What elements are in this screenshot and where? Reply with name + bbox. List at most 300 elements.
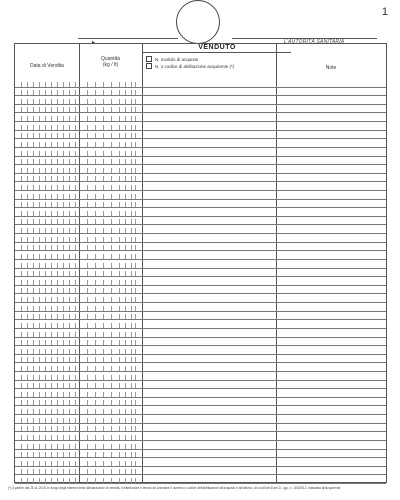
cell-tick xyxy=(63,211,64,216)
cell-tick xyxy=(63,426,64,431)
cell-tick xyxy=(69,306,70,311)
checkbox-icon[interactable] xyxy=(146,63,152,69)
cell-tick xyxy=(111,237,112,242)
cell-tick xyxy=(135,125,136,130)
cell-tick xyxy=(63,332,64,337)
cell-tick xyxy=(111,478,112,483)
cell-tick xyxy=(87,392,88,397)
cell-tick xyxy=(45,340,46,345)
table-row[interactable] xyxy=(15,431,386,432)
cell-tick xyxy=(95,288,96,293)
cell-tick xyxy=(27,426,28,431)
cell-tick xyxy=(95,357,96,362)
table-row[interactable] xyxy=(15,164,386,165)
cell-tick xyxy=(95,194,96,199)
table-row[interactable] xyxy=(15,362,386,363)
cell-tick xyxy=(95,478,96,483)
cell-tick xyxy=(125,288,126,293)
date-column-header: Data di Vendita xyxy=(30,63,64,69)
cell-tick xyxy=(45,469,46,474)
cell-tick xyxy=(87,461,88,466)
cell-tick xyxy=(135,151,136,156)
cell-tick xyxy=(39,245,40,250)
option-acquisto xyxy=(146,56,198,62)
cell-tick xyxy=(69,263,70,268)
cell-tick xyxy=(75,297,76,302)
cell-tick xyxy=(33,151,34,156)
table-row[interactable] xyxy=(15,138,386,139)
cell-tick xyxy=(63,418,64,423)
table-row[interactable] xyxy=(15,268,386,269)
cell-tick xyxy=(57,125,58,130)
cell-tick xyxy=(45,444,46,449)
cell-tick xyxy=(69,288,70,293)
cell-tick xyxy=(33,211,34,216)
cell-tick xyxy=(75,444,76,449)
cell-tick xyxy=(69,452,70,457)
cell-tick xyxy=(135,280,136,285)
table-row[interactable] xyxy=(15,285,386,286)
cell-tick xyxy=(119,288,120,293)
cell-tick xyxy=(63,254,64,259)
cell-tick xyxy=(33,435,34,440)
cell-tick xyxy=(103,297,104,302)
cell-tick xyxy=(75,82,76,87)
cell-tick xyxy=(63,314,64,319)
cell-tick xyxy=(69,280,70,285)
cell-tick xyxy=(119,297,120,302)
cell-tick xyxy=(95,392,96,397)
cell-tick xyxy=(63,116,64,121)
cell-tick xyxy=(69,202,70,207)
cell-tick xyxy=(119,168,120,173)
cell-tick xyxy=(39,263,40,268)
cell-tick xyxy=(111,461,112,466)
cell-tick xyxy=(111,452,112,457)
cell-tick xyxy=(103,254,104,259)
cell-tick xyxy=(45,435,46,440)
cell-tick xyxy=(63,357,64,362)
cell-tick xyxy=(45,211,46,216)
table-row[interactable] xyxy=(15,423,386,424)
table-row[interactable] xyxy=(15,181,386,182)
cell-tick xyxy=(103,159,104,164)
cell-tick xyxy=(131,435,132,440)
cell-tick xyxy=(119,254,120,259)
cell-tick xyxy=(51,452,52,457)
cell-tick xyxy=(87,323,88,328)
cell-tick xyxy=(45,271,46,276)
cell-tick xyxy=(111,314,112,319)
table-row[interactable] xyxy=(15,242,386,243)
cell-tick xyxy=(33,392,34,397)
cell-tick xyxy=(45,142,46,147)
table-row[interactable] xyxy=(15,199,386,200)
cell-tick xyxy=(57,185,58,190)
cell-tick xyxy=(131,340,132,345)
cell-tick xyxy=(111,211,112,216)
cell-tick xyxy=(75,125,76,130)
cell-tick xyxy=(51,444,52,449)
cell-tick xyxy=(27,332,28,337)
arrow-icon: ▸ xyxy=(92,40,96,46)
cell-tick xyxy=(39,125,40,130)
cell-tick xyxy=(69,116,70,121)
cell-tick xyxy=(69,383,70,388)
cell-tick xyxy=(135,461,136,466)
cell-tick xyxy=(87,426,88,431)
cell-tick xyxy=(75,314,76,319)
cell-tick xyxy=(125,237,126,242)
cell-tick xyxy=(57,219,58,224)
cell-tick xyxy=(45,90,46,95)
cell-tick xyxy=(33,219,34,224)
cell-tick xyxy=(63,168,64,173)
cell-tick xyxy=(21,168,22,173)
cell-tick xyxy=(51,211,52,216)
cell-tick xyxy=(125,271,126,276)
table-row[interactable] xyxy=(15,337,386,338)
cell-tick xyxy=(21,332,22,337)
cell-tick xyxy=(135,357,136,362)
cell-tick xyxy=(27,194,28,199)
cell-tick xyxy=(103,418,104,423)
cell-tick xyxy=(51,168,52,173)
cell-tick xyxy=(95,418,96,423)
cell-tick xyxy=(111,366,112,371)
cell-tick xyxy=(87,383,88,388)
cell-tick xyxy=(51,357,52,362)
cell-tick xyxy=(111,142,112,147)
table-row[interactable] xyxy=(15,302,386,303)
cell-tick xyxy=(39,392,40,397)
cell-tick xyxy=(21,176,22,181)
cell-tick xyxy=(51,116,52,121)
cell-tick xyxy=(103,219,104,224)
cell-tick xyxy=(95,306,96,311)
cell-tick xyxy=(39,194,40,199)
table-row[interactable] xyxy=(15,328,386,329)
cell-tick xyxy=(75,452,76,457)
cell-tick xyxy=(131,107,132,112)
cell-tick xyxy=(63,176,64,181)
cell-tick xyxy=(125,280,126,285)
cell-tick xyxy=(135,237,136,242)
cell-tick xyxy=(103,469,104,474)
cell-tick xyxy=(75,409,76,414)
cell-tick xyxy=(57,133,58,138)
cell-tick xyxy=(87,400,88,405)
cell-tick xyxy=(125,254,126,259)
cell-tick xyxy=(27,392,28,397)
cell-tick xyxy=(95,263,96,268)
cell-tick xyxy=(87,107,88,112)
table-row[interactable] xyxy=(15,216,386,217)
cell-tick xyxy=(21,383,22,388)
cell-tick xyxy=(103,392,104,397)
table-row[interactable] xyxy=(15,405,386,406)
cell-tick xyxy=(21,435,22,440)
table-row[interactable] xyxy=(15,156,386,157)
cell-tick xyxy=(131,90,132,95)
cell-tick xyxy=(21,306,22,311)
cell-tick xyxy=(39,426,40,431)
cell-tick xyxy=(135,426,136,431)
cell-tick xyxy=(125,452,126,457)
cell-tick xyxy=(51,478,52,483)
table-row[interactable] xyxy=(15,483,386,484)
cell-tick xyxy=(39,219,40,224)
cell-tick xyxy=(119,194,120,199)
cell-tick xyxy=(103,194,104,199)
cell-tick xyxy=(111,82,112,87)
table-row[interactable] xyxy=(15,121,386,122)
table-row[interactable] xyxy=(15,397,386,398)
cell-tick xyxy=(75,194,76,199)
table-row[interactable] xyxy=(15,293,386,294)
cell-tick xyxy=(51,400,52,405)
table-row[interactable] xyxy=(15,414,386,415)
cell-tick xyxy=(131,194,132,199)
cell-tick xyxy=(125,151,126,156)
notes-column-header: Note xyxy=(325,65,337,71)
cell-tick xyxy=(27,469,28,474)
authority-label: L'AUTORITÀ SANITARIA xyxy=(284,39,345,45)
cell-tick xyxy=(75,478,76,483)
cell-tick xyxy=(75,107,76,112)
checkbox-icon[interactable] xyxy=(146,56,152,62)
cell-tick xyxy=(51,306,52,311)
cell-tick xyxy=(87,366,88,371)
cell-tick xyxy=(27,280,28,285)
cell-tick xyxy=(103,271,104,276)
cell-tick xyxy=(131,288,132,293)
table-row[interactable] xyxy=(15,130,386,131)
cell-tick xyxy=(75,306,76,311)
cell-tick xyxy=(95,159,96,164)
cell-tick xyxy=(51,340,52,345)
table-row[interactable] xyxy=(15,474,386,475)
cell-tick xyxy=(69,185,70,190)
cell-tick xyxy=(75,176,76,181)
cell-tick xyxy=(125,263,126,268)
cell-tick xyxy=(131,366,132,371)
cell-tick xyxy=(87,332,88,337)
table-row[interactable] xyxy=(15,147,386,148)
cell-tick xyxy=(39,211,40,216)
cell-tick xyxy=(45,332,46,337)
cell-tick xyxy=(75,228,76,233)
cell-tick xyxy=(33,159,34,164)
cell-tick xyxy=(131,400,132,405)
cell-tick xyxy=(21,288,22,293)
cell-tick xyxy=(135,168,136,173)
cell-tick xyxy=(87,452,88,457)
cell-tick xyxy=(135,82,136,87)
table-row[interactable] xyxy=(15,87,386,88)
cell-tick xyxy=(27,366,28,371)
cell-tick xyxy=(45,194,46,199)
table-row[interactable] xyxy=(15,104,386,105)
cell-tick xyxy=(27,168,28,173)
cell-tick xyxy=(27,461,28,466)
cell-tick xyxy=(33,409,34,414)
cell-tick xyxy=(103,444,104,449)
cell-tick xyxy=(51,383,52,388)
cell-tick xyxy=(75,461,76,466)
table-row[interactable] xyxy=(15,95,386,96)
cell-tick xyxy=(33,90,34,95)
cell-tick xyxy=(39,452,40,457)
table-row[interactable] xyxy=(15,173,386,174)
cell-tick xyxy=(57,409,58,414)
cell-tick xyxy=(103,357,104,362)
cell-tick xyxy=(21,340,22,345)
table-row[interactable] xyxy=(15,345,386,346)
cell-tick xyxy=(111,185,112,190)
cell-tick xyxy=(103,435,104,440)
cell-tick xyxy=(33,297,34,302)
table-row[interactable] xyxy=(15,371,386,372)
cell-tick xyxy=(39,185,40,190)
cell-tick xyxy=(39,116,40,121)
cell-tick xyxy=(87,418,88,423)
cell-tick xyxy=(131,142,132,147)
cell-tick xyxy=(75,133,76,138)
cell-tick xyxy=(103,116,104,121)
cell-tick xyxy=(103,211,104,216)
table-row[interactable] xyxy=(15,380,386,381)
cell-tick xyxy=(103,409,104,414)
cell-tick xyxy=(87,151,88,156)
cell-tick xyxy=(119,461,120,466)
cell-tick xyxy=(63,82,64,87)
table-row[interactable] xyxy=(15,207,386,208)
cell-tick xyxy=(27,357,28,362)
cell-tick xyxy=(45,426,46,431)
cell-tick xyxy=(135,116,136,121)
table-row[interactable] xyxy=(15,319,386,320)
table-row[interactable] xyxy=(15,449,386,450)
cell-tick xyxy=(119,116,120,121)
cell-tick xyxy=(111,219,112,224)
cell-tick xyxy=(119,469,120,474)
cell-tick xyxy=(57,228,58,233)
cell-tick xyxy=(33,116,34,121)
cell-tick xyxy=(51,297,52,302)
table-row[interactable] xyxy=(15,388,386,389)
cell-tick xyxy=(87,297,88,302)
cell-tick xyxy=(135,228,136,233)
cell-tick xyxy=(125,90,126,95)
cell-tick xyxy=(69,219,70,224)
cell-tick xyxy=(57,400,58,405)
table-row[interactable] xyxy=(15,466,386,467)
cell-tick xyxy=(125,444,126,449)
table-row[interactable] xyxy=(15,250,386,251)
cell-tick xyxy=(119,349,120,354)
cell-tick xyxy=(135,332,136,337)
cell-tick xyxy=(39,435,40,440)
cell-tick xyxy=(27,444,28,449)
cell-tick xyxy=(69,245,70,250)
table-row[interactable] xyxy=(15,233,386,234)
cell-tick xyxy=(131,219,132,224)
table-row[interactable] xyxy=(15,440,386,441)
cell-tick xyxy=(111,383,112,388)
cell-tick xyxy=(75,426,76,431)
cell-tick xyxy=(21,297,22,302)
cell-tick xyxy=(39,107,40,112)
cell-tick xyxy=(63,297,64,302)
cell-tick xyxy=(135,340,136,345)
cell-tick xyxy=(125,211,126,216)
cell-tick xyxy=(75,202,76,207)
cell-tick xyxy=(87,444,88,449)
table-row[interactable] xyxy=(15,190,386,191)
cell-tick xyxy=(111,245,112,250)
cell-tick xyxy=(69,99,70,104)
cell-tick xyxy=(131,375,132,380)
cell-tick xyxy=(87,219,88,224)
cell-tick xyxy=(45,168,46,173)
cell-tick xyxy=(135,435,136,440)
cell-tick xyxy=(39,418,40,423)
cell-tick xyxy=(27,202,28,207)
table-row[interactable] xyxy=(15,276,386,277)
cell-tick xyxy=(135,478,136,483)
cell-tick xyxy=(27,478,28,483)
table-row[interactable] xyxy=(15,457,386,458)
cell-tick xyxy=(39,288,40,293)
cell-tick xyxy=(57,99,58,104)
cell-tick xyxy=(33,271,34,276)
cell-tick xyxy=(57,151,58,156)
table-row[interactable] xyxy=(15,259,386,260)
cell-tick xyxy=(75,142,76,147)
cell-tick xyxy=(69,297,70,302)
cell-tick xyxy=(75,116,76,121)
cell-tick xyxy=(131,254,132,259)
cell-tick xyxy=(75,435,76,440)
cell-tick xyxy=(57,340,58,345)
cell-tick xyxy=(111,306,112,311)
table-row[interactable] xyxy=(15,224,386,225)
cell-tick xyxy=(131,357,132,362)
cell-tick xyxy=(111,469,112,474)
cell-tick xyxy=(51,202,52,207)
table-row[interactable] xyxy=(15,354,386,355)
cell-tick xyxy=(87,314,88,319)
table-row[interactable] xyxy=(15,311,386,312)
cell-tick xyxy=(39,469,40,474)
cell-tick xyxy=(103,375,104,380)
cell-tick xyxy=(75,392,76,397)
table-row[interactable] xyxy=(15,112,386,113)
cell-tick xyxy=(75,99,76,104)
cell-tick xyxy=(51,392,52,397)
cell-tick xyxy=(75,237,76,242)
cell-tick xyxy=(111,202,112,207)
cell-tick xyxy=(63,444,64,449)
cell-tick xyxy=(111,125,112,130)
cell-tick xyxy=(21,125,22,130)
cell-tick xyxy=(111,375,112,380)
cell-tick xyxy=(63,383,64,388)
cell-tick xyxy=(57,435,58,440)
cell-tick xyxy=(95,82,96,87)
cell-tick xyxy=(111,228,112,233)
